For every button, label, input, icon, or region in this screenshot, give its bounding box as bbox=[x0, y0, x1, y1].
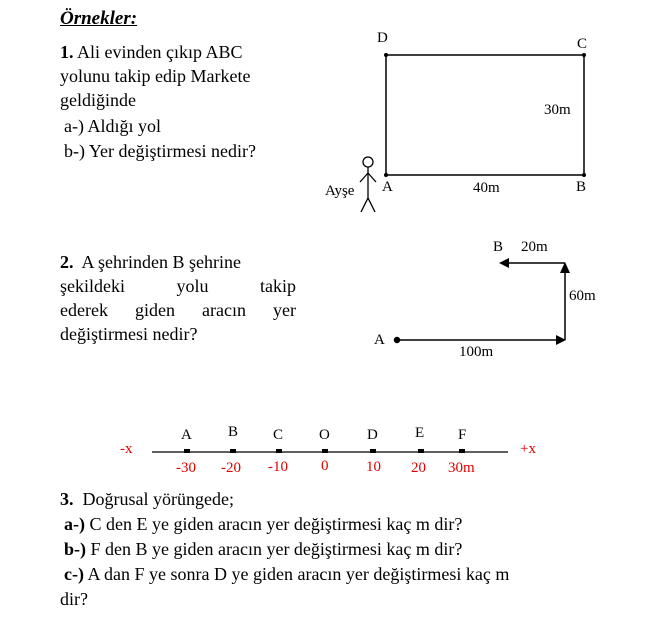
rect-bottom-length: 40m bbox=[473, 180, 500, 196]
point-letter-d: D bbox=[367, 427, 378, 443]
example-3-intro bbox=[60, 489, 234, 510]
point-letter-b: B bbox=[228, 424, 239, 440]
route-side-length: 60m bbox=[569, 288, 596, 304]
point-value-c: -10 bbox=[268, 459, 288, 475]
rect-label-d: D bbox=[377, 30, 388, 46]
example-3-tail: dir? bbox=[60, 589, 88, 609]
example-1-line-2: yolunu takip edip Markete bbox=[60, 66, 251, 86]
word: aracın bbox=[202, 300, 246, 320]
point-value-b: -20 bbox=[221, 460, 241, 476]
route-label-b: B bbox=[493, 239, 504, 255]
question-text: A dan F ye sonra D ye giden aracın yer değiştirmesi kaç m bbox=[87, 564, 510, 584]
word: takip bbox=[259, 276, 296, 296]
example-2-line-3 bbox=[60, 300, 296, 321]
point-letter-o: O bbox=[319, 427, 330, 443]
rect-label-c: C bbox=[577, 36, 588, 52]
example-3-question-a bbox=[64, 514, 462, 535]
point-a-dot bbox=[384, 173, 388, 177]
question-label: c-) bbox=[64, 564, 84, 584]
example-3-question-c bbox=[64, 564, 509, 585]
question-text: F den B ye giden aracın yer değiştirmesi kaç m dir? bbox=[90, 539, 463, 559]
example-1-question-b: b-) Yer değiştirmesi nedir? bbox=[64, 141, 256, 161]
example-1-line-3: geldiğinde bbox=[60, 90, 136, 110]
route-bottom-length: 100m bbox=[459, 344, 494, 360]
person-name: Ayşe bbox=[325, 183, 355, 199]
example-2-number: 2. bbox=[60, 252, 74, 272]
rect-side-length: 30m bbox=[544, 102, 571, 118]
point-letter-c: C bbox=[273, 427, 284, 443]
route-top-length: 20m bbox=[521, 239, 548, 255]
arrow-left-icon bbox=[499, 258, 509, 268]
example-2-line-4: değiştirmesi nedir? bbox=[60, 324, 198, 344]
word: yolu bbox=[176, 276, 209, 296]
route-label-a: A bbox=[374, 332, 385, 348]
example-2-text-1: A şehrinden B şehrine bbox=[81, 252, 241, 272]
point-c-dot bbox=[582, 53, 586, 57]
word: giden bbox=[134, 300, 175, 320]
rect-label-b: B bbox=[576, 179, 587, 195]
word: ederek bbox=[60, 300, 108, 320]
route-path bbox=[395, 263, 566, 343]
point-value-f: 30m bbox=[448, 460, 475, 476]
example-2-line-1 bbox=[60, 252, 241, 273]
example-1-question-a: a-) Aldığı yol bbox=[64, 116, 161, 136]
question-label: b-) bbox=[64, 539, 86, 559]
example-3-question-b bbox=[64, 539, 462, 560]
example-3-intro-text: Doğrusal yörüngede; bbox=[82, 489, 234, 509]
person-icon bbox=[360, 157, 376, 212]
point-b-dot bbox=[582, 173, 586, 177]
point-letter-f: F bbox=[458, 427, 467, 443]
point-letter-a: A bbox=[181, 427, 192, 443]
point-value-d: 10 bbox=[366, 459, 381, 475]
example-1-text-1: Ali evinden çıkıp ABC bbox=[77, 42, 243, 62]
example-2-line-2 bbox=[60, 276, 296, 297]
section-heading: Örnekler: bbox=[60, 8, 138, 29]
point-letter-e: E bbox=[415, 425, 425, 441]
question-label: a-) bbox=[64, 514, 85, 534]
axis-positive-label: +x bbox=[520, 441, 536, 457]
point-value-o: 0 bbox=[321, 458, 329, 474]
axis-negative-label: -x bbox=[120, 441, 133, 457]
question-text: C den E ye giden aracın yer değiştirmesi kaç m dir? bbox=[89, 514, 463, 534]
rect-label-a: A bbox=[382, 179, 393, 195]
word: yer bbox=[272, 300, 296, 320]
example-3-number: 3. bbox=[60, 489, 74, 509]
point-d-dot bbox=[384, 53, 388, 57]
point-value-a: -30 bbox=[176, 460, 196, 476]
point-value-e: 20 bbox=[411, 460, 426, 476]
example-1-number: 1. bbox=[60, 42, 74, 62]
word: şekildeki bbox=[60, 276, 125, 296]
